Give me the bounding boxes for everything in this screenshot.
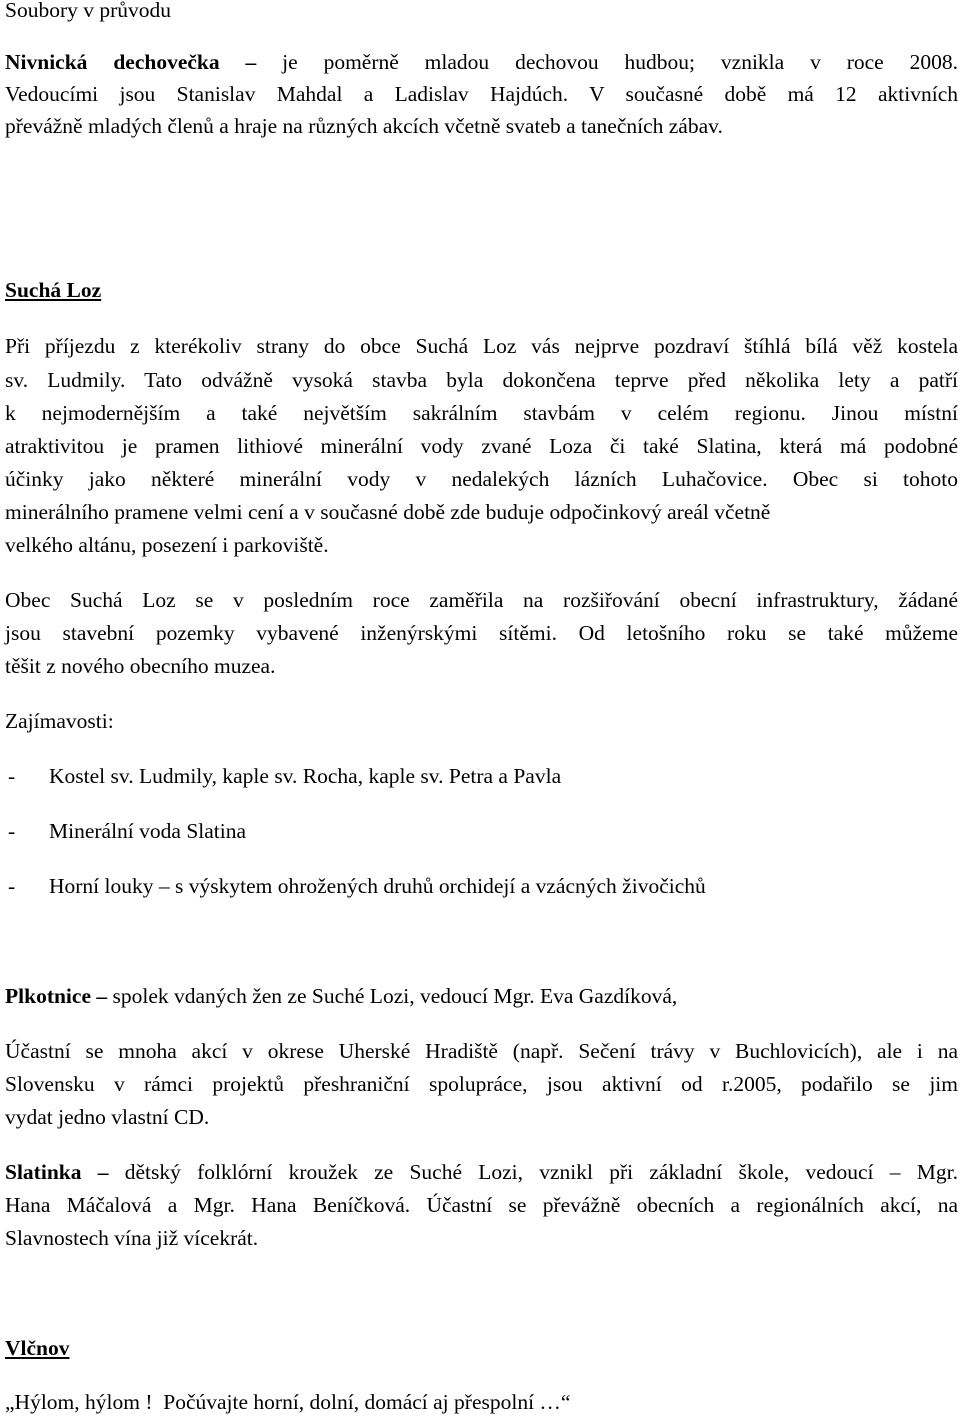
sucha-loz-p2-line-3: těšit z nového obecního muzea. <box>5 654 276 678</box>
sucha-loz-p2-line-1: Obec Suchá Loz se v posledním roce zaměřila na rozšiřování obecní infrastruktury, žádané <box>5 588 958 612</box>
vlcnov-quote: „Hýlom, hýlom ! Počúvajte horní, dolní, domácí aj přespolní …“ <box>5 1390 571 1414</box>
plkotnice-p-line-1: Účastní se mnoha akcí v okrese Uherské Hradiště (např. Sečení trávy v Buchlovicích), ale i na <box>5 1039 958 1063</box>
nivnicka-line-2: Vedoucími jsou Stanislav Mahdal a Ladislav Hajdúch. V současné době má 12 aktivních <box>5 82 958 106</box>
sucha-loz-heading: Suchá Loz <box>5 278 102 302</box>
slatinka-name: Slatinka – <box>5 1160 109 1184</box>
bullet-dash: - <box>8 819 16 843</box>
list-item <box>8 760 561 793</box>
plkotnice-text: spolek vdaných žen ze Suché Lozi, vedoucí Mgr. Eva Gazdíková, <box>107 984 678 1008</box>
sucha-loz-p1-line-7: velkého altánu, posezení i parkoviště. <box>5 533 329 557</box>
nivnicka-name: Nivnická dechovečka – <box>5 50 257 74</box>
slatinka-line-1 <box>5 1156 958 1189</box>
slatinka-line-3: Slavnostech vína již vícekrát. <box>5 1226 259 1250</box>
list-item-text: Horní louky – s výskytem ohrožených druhů orchidejí a vzácných živočichů <box>49 874 706 898</box>
list-item <box>8 870 706 903</box>
list-item <box>8 815 246 848</box>
vlcnov-heading: Vlčnov <box>5 1336 70 1360</box>
nivnicka-line-3: převážně mladých členů a hraje na různých akcích včetně svateb a tanečních zábav. <box>5 114 723 138</box>
plkotnice-p-line-3: vydat jedno vlastní CD. <box>5 1105 210 1129</box>
sucha-loz-p1-line-5: účinky jako některé minerální vody v nedalekých lázních Luhačovice. Obec si tohoto <box>5 467 958 491</box>
slatinka-text-1: dětský folklórní kroužek ze Suché Lozi, vznikl při základní škole, vedoucí – Mgr. <box>108 1160 958 1184</box>
plkotnice-line <box>5 980 677 1013</box>
list-item-text: Minerální voda Slatina <box>49 819 247 843</box>
sucha-loz-p1-line-3: k nejmodernějším a také největším sakrálním stavbám v celém regionu. Jinou místní <box>5 401 958 425</box>
plkotnice-name: Plkotnice – <box>5 984 108 1008</box>
sucha-loz-p2-line-2: jsou stavební pozemky vybavené inženýrskými sítěmi. Od letošního roku se také můžeme <box>5 621 958 645</box>
sucha-loz-p1-line-4: atraktivitou je pramen lithiové minerální vody zvané Loza či také Slatina, která má podobné <box>5 434 958 458</box>
sucha-loz-p1-line-2: sv. Ludmily. Tato odvážně vysoká stavba byla dokončena teprve před několika lety a patří <box>5 368 958 392</box>
list-item-text: Kostel sv. Ludmily, kaple sv. Rocha, kaple sv. Petra a Pavla <box>49 764 562 788</box>
sucha-loz-p1-line-1: Při příjezdu z kterékoliv strany do obce Suchá Loz vás nejprve pozdraví štíhlá bílá věž kostela <box>5 334 958 358</box>
page-header: Soubory v průvodu <box>5 0 172 22</box>
plkotnice-p-line-2: Slovensku v rámci projektů přeshraniční spolupráce, jsou aktivní od r.2005, podařilo se jim <box>5 1072 958 1096</box>
nivnicka-line-1 <box>5 46 958 79</box>
nivnicka-text-1: je poměrně mladou dechovou hudbou; vznikla v roce 2008. <box>256 50 958 74</box>
sucha-loz-p1-line-6: minerálního pramene velmi cení a v současné době zde buduje odpočinkový areál včetně <box>5 500 771 524</box>
bullet-dash: - <box>8 764 16 788</box>
slatinka-line-2: Hana Máčalová a Mgr. Hana Beníčková. Účastní se převážně obecních a regionálních akcí, na <box>5 1193 958 1217</box>
interests-label: Zajímavosti: <box>5 709 114 733</box>
bullet-dash: - <box>8 874 16 898</box>
